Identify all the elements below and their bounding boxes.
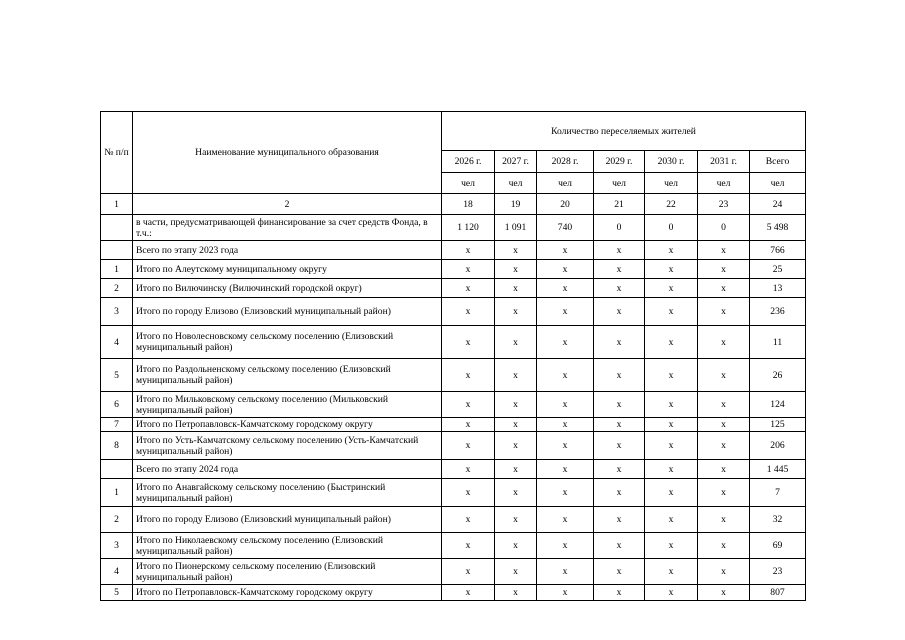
year-value: х	[495, 241, 537, 260]
year-value: х	[442, 260, 495, 279]
total-value: 25	[750, 260, 806, 279]
year-value: х	[698, 326, 750, 359]
year-value: х	[698, 585, 750, 601]
year-value: х	[537, 326, 594, 359]
year-header: 2031 г.	[698, 151, 750, 173]
year-value: х	[594, 260, 645, 279]
row-number: 3	[101, 298, 133, 326]
year-value: х	[645, 359, 698, 392]
year-value: х	[495, 585, 537, 601]
year-value: х	[442, 359, 495, 392]
table-row	[101, 241, 806, 260]
table-row	[101, 279, 806, 298]
unit-header: чел	[495, 173, 537, 194]
year-header: 2029 г.	[594, 151, 645, 173]
year-value: х	[442, 479, 495, 507]
year-value: х	[645, 585, 698, 601]
row-number: 3	[101, 533, 133, 559]
header-name: Наименование муниципального образования	[133, 112, 442, 194]
year-value: х	[495, 507, 537, 533]
resettlement-table	[100, 111, 806, 601]
municipality-name: Итого по Пионерскому сельскому поселению (Елизовский муниципальный район)	[133, 559, 442, 585]
year-value: х	[594, 298, 645, 326]
year-value: х	[495, 460, 537, 479]
header-group: Количество переселяемых жителей	[442, 112, 806, 151]
year-value: х	[645, 392, 698, 418]
year-header: 2028 г.	[537, 151, 594, 173]
year-value: х	[442, 298, 495, 326]
year-value: х	[495, 479, 537, 507]
year-value: 0	[645, 215, 698, 241]
unit-header: чел	[750, 173, 806, 194]
year-value: х	[698, 418, 750, 432]
year-value: х	[537, 585, 594, 601]
table-row	[101, 559, 806, 585]
year-value: 0	[698, 215, 750, 241]
year-value: х	[645, 418, 698, 432]
column-number-row	[101, 194, 806, 215]
year-value: х	[495, 326, 537, 359]
year-value: х	[442, 585, 495, 601]
year-header: 2026 г.	[442, 151, 495, 173]
year-value: х	[698, 279, 750, 298]
year-value: х	[594, 479, 645, 507]
municipality-name: Итого по Вилючинску (Вилючинский городской округ)	[133, 279, 442, 298]
year-value: х	[442, 241, 495, 260]
column-number: 18	[442, 194, 495, 215]
table-row	[101, 326, 806, 359]
year-value: х	[442, 507, 495, 533]
total-value: 206	[750, 432, 806, 460]
table-row	[101, 460, 806, 479]
municipality-name: Всего по этапу 2023 года	[133, 241, 442, 260]
row-number: 5	[101, 585, 133, 601]
header-row-group	[101, 112, 806, 151]
municipality-name: Всего по этапу 2024 года	[133, 460, 442, 479]
year-value: х	[698, 241, 750, 260]
year-value: х	[537, 479, 594, 507]
municipality-name: Итого по Усть-Камчатскому сельскому поселению (Усть-Камчатский муниципальный район)	[133, 432, 442, 460]
year-value: х	[537, 279, 594, 298]
year-value: х	[645, 432, 698, 460]
year-value: 0	[594, 215, 645, 241]
year-value: х	[495, 432, 537, 460]
year-value: х	[442, 418, 495, 432]
year-value: х	[594, 460, 645, 479]
total-value: 69	[750, 533, 806, 559]
year-value: х	[594, 585, 645, 601]
total-value: 236	[750, 298, 806, 326]
municipality-name: Итого по Алеутскому муниципальному округу	[133, 260, 442, 279]
year-value: х	[594, 559, 645, 585]
year-value: х	[698, 298, 750, 326]
year-value: х	[645, 260, 698, 279]
column-number: 1	[101, 194, 133, 215]
column-number: 21	[594, 194, 645, 215]
municipality-name: Итого по Петропавловск-Камчатскому городскому округу	[133, 418, 442, 432]
row-number: 1	[101, 260, 133, 279]
row-number: 5	[101, 359, 133, 392]
year-value: х	[698, 392, 750, 418]
table-row	[101, 260, 806, 279]
column-number: 20	[537, 194, 594, 215]
municipality-name: в части, предусматривающей финансирование за счет средств Фонда, в т.ч.:	[133, 215, 442, 241]
year-value: х	[645, 460, 698, 479]
municipality-name: Итого по Анавгайскому сельскому поселению (Быстринский муниципальный район)	[133, 479, 442, 507]
year-value: х	[645, 533, 698, 559]
year-value: 1 091	[495, 215, 537, 241]
municipality-name: Итого по Мильковскому сельскому поселению (Мильковский муниципальный район)	[133, 392, 442, 418]
year-value: х	[537, 392, 594, 418]
municipality-name: Итого по городу Елизово (Елизовский муниципальный район)	[133, 507, 442, 533]
year-value: х	[594, 392, 645, 418]
year-value: х	[645, 559, 698, 585]
year-value: х	[537, 460, 594, 479]
total-value: 23	[750, 559, 806, 585]
year-value: х	[495, 533, 537, 559]
total-value: 124	[750, 392, 806, 418]
year-value: 740	[537, 215, 594, 241]
year-value: х	[442, 559, 495, 585]
header-num: № п/п	[101, 112, 133, 194]
total-value: 26	[750, 359, 806, 392]
year-value: х	[594, 279, 645, 298]
year-value: х	[442, 326, 495, 359]
year-value: х	[442, 392, 495, 418]
year-value: х	[594, 359, 645, 392]
year-value: х	[442, 432, 495, 460]
year-value: х	[537, 260, 594, 279]
row-number: 4	[101, 326, 133, 359]
year-header: 2027 г.	[495, 151, 537, 173]
column-number: 22	[645, 194, 698, 215]
year-value: х	[698, 432, 750, 460]
row-number: 8	[101, 432, 133, 460]
year-value: х	[645, 279, 698, 298]
year-value: х	[594, 418, 645, 432]
total-value: 11	[750, 326, 806, 359]
unit-header: чел	[698, 173, 750, 194]
year-value: х	[495, 359, 537, 392]
total-value: 7	[750, 479, 806, 507]
year-value: х	[698, 559, 750, 585]
year-value: х	[698, 260, 750, 279]
row-number	[101, 215, 133, 241]
row-number	[101, 460, 133, 479]
unit-header: чел	[645, 173, 698, 194]
row-number	[101, 241, 133, 260]
year-value: х	[698, 533, 750, 559]
year-value: х	[495, 559, 537, 585]
table-row	[101, 298, 806, 326]
row-number: 4	[101, 559, 133, 585]
table-row	[101, 215, 806, 241]
column-number: 19	[495, 194, 537, 215]
year-value: х	[537, 359, 594, 392]
year-value: х	[537, 298, 594, 326]
column-number: 2	[133, 194, 442, 215]
year-value: х	[442, 279, 495, 298]
year-value: х	[495, 418, 537, 432]
year-value: х	[537, 432, 594, 460]
table-row	[101, 432, 806, 460]
table-row	[101, 418, 806, 432]
table-row	[101, 359, 806, 392]
total-value: 13	[750, 279, 806, 298]
year-value: х	[698, 507, 750, 533]
year-value: х	[645, 507, 698, 533]
year-value: х	[594, 432, 645, 460]
municipality-name: Итого по Николаевскому сельскому поселению (Елизовский муниципальный район)	[133, 533, 442, 559]
table-row	[101, 585, 806, 601]
year-value: х	[594, 507, 645, 533]
year-value: х	[537, 559, 594, 585]
row-number: 2	[101, 507, 133, 533]
total-value: 807	[750, 585, 806, 601]
total-value: 32	[750, 507, 806, 533]
total-value: 5 498	[750, 215, 806, 241]
municipality-name: Итого по Петропавловск-Камчатскому городскому округу	[133, 585, 442, 601]
table-row	[101, 507, 806, 533]
unit-header: чел	[594, 173, 645, 194]
total-value: 766	[750, 241, 806, 260]
year-value: х	[442, 460, 495, 479]
year-value: х	[495, 260, 537, 279]
table-row	[101, 479, 806, 507]
year-header: 2030 г.	[645, 151, 698, 173]
row-number: 6	[101, 392, 133, 418]
row-number: 2	[101, 279, 133, 298]
year-value: х	[594, 533, 645, 559]
municipality-name: Итого по Раздольненскому сельскому поселению (Елизовский муниципальный район)	[133, 359, 442, 392]
year-value: х	[594, 326, 645, 359]
year-value: х	[442, 533, 495, 559]
table-row	[101, 392, 806, 418]
total-header: Всего	[750, 151, 806, 173]
year-value: х	[698, 359, 750, 392]
year-value: 1 120	[442, 215, 495, 241]
year-value: х	[645, 479, 698, 507]
total-value: 1 445	[750, 460, 806, 479]
year-value: х	[537, 507, 594, 533]
year-value: х	[495, 392, 537, 418]
year-value: х	[537, 418, 594, 432]
column-number: 24	[750, 194, 806, 215]
table-row	[101, 533, 806, 559]
year-value: х	[698, 460, 750, 479]
year-value: х	[645, 298, 698, 326]
total-value: 125	[750, 418, 806, 432]
municipality-name: Итого по Новолесновскому сельскому поселению (Елизовский муниципальный район)	[133, 326, 442, 359]
unit-header: чел	[537, 173, 594, 194]
year-value: х	[495, 298, 537, 326]
year-value: х	[537, 533, 594, 559]
year-value: х	[594, 241, 645, 260]
column-number: 23	[698, 194, 750, 215]
year-value: х	[698, 479, 750, 507]
year-value: х	[495, 279, 537, 298]
year-value: х	[537, 241, 594, 260]
year-value: х	[645, 326, 698, 359]
year-value: х	[645, 241, 698, 260]
row-number: 1	[101, 479, 133, 507]
row-number: 7	[101, 418, 133, 432]
municipality-name: Итого по городу Елизово (Елизовский муниципальный район)	[133, 298, 442, 326]
unit-header: чел	[442, 173, 495, 194]
